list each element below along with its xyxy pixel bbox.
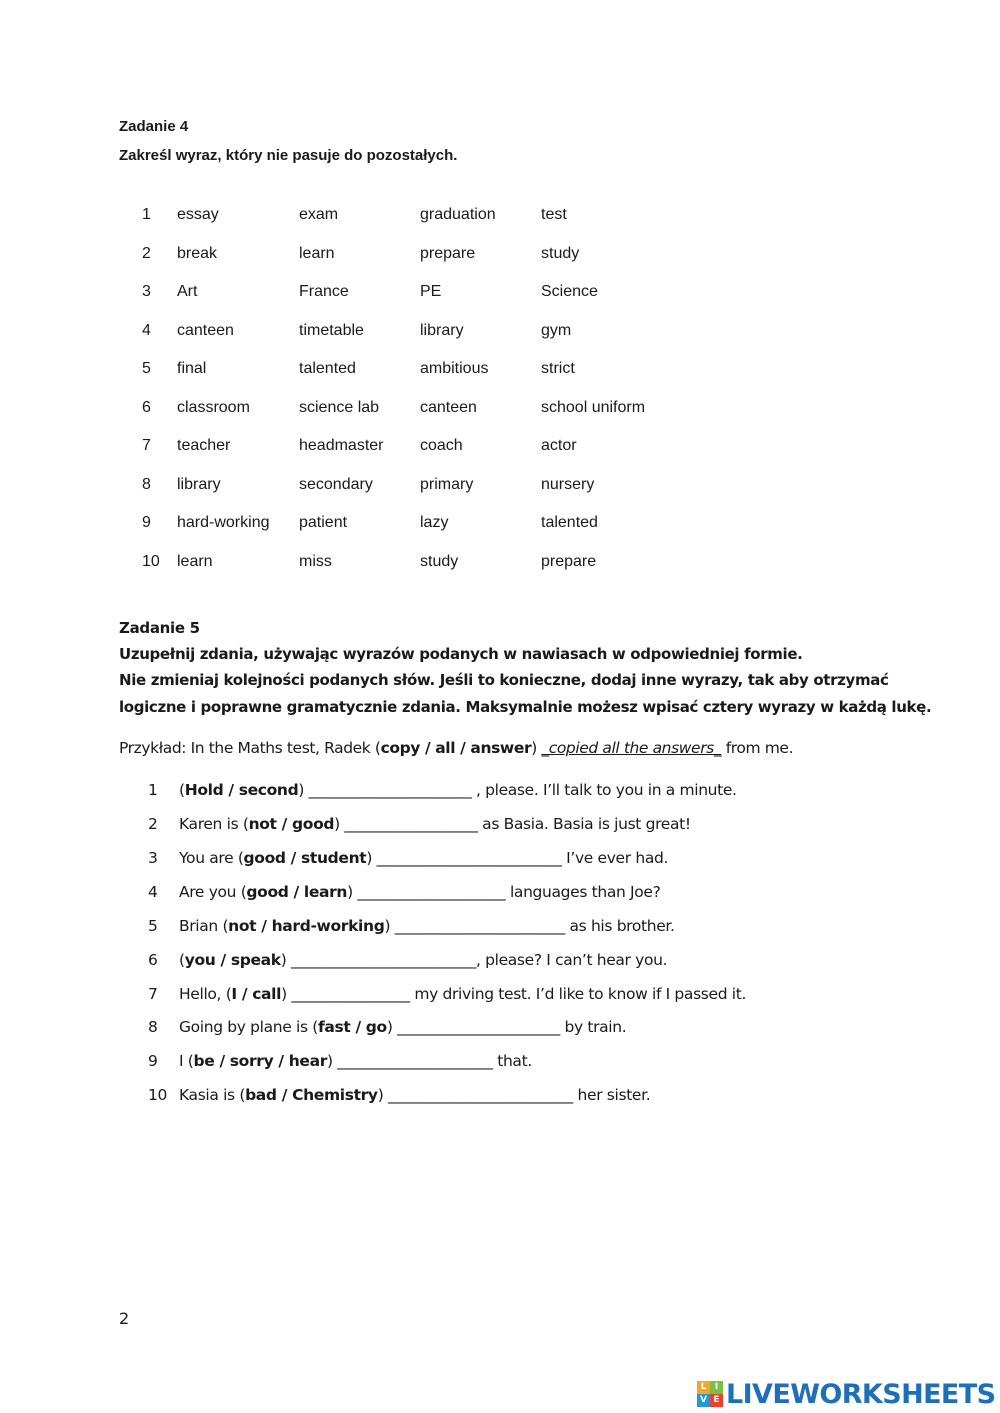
word-option[interactable]: France xyxy=(299,283,349,300)
word-option[interactable]: PE xyxy=(420,283,442,300)
sentence-text xyxy=(179,883,660,901)
word-row xyxy=(0,553,1000,577)
word-option[interactable]: ambitious xyxy=(420,360,489,377)
sentence-row xyxy=(0,985,1000,1009)
word-option[interactable]: coach xyxy=(420,437,463,454)
sentence-before: ( xyxy=(179,951,185,969)
row-number: 8 xyxy=(142,476,151,493)
row-number: 3 xyxy=(142,283,151,300)
sentence-after-with-blank[interactable]: ) _________________________ I’ve ever had. xyxy=(366,849,669,867)
row-number: 2 xyxy=(142,245,151,262)
word-option[interactable]: science lab xyxy=(299,399,380,416)
logo-icon-letter: V xyxy=(697,1394,710,1407)
prompt-words: good / student xyxy=(243,849,367,867)
sentence-before: Kasia is ( xyxy=(179,1086,246,1104)
sentence-text xyxy=(179,1018,626,1036)
word-option[interactable]: prepare xyxy=(420,245,476,262)
sentence-text xyxy=(179,951,667,969)
row-number: 5 xyxy=(142,360,151,377)
prompt-words: I / call xyxy=(231,985,282,1003)
zadanie5-instruction-line-3: logiczne i poprawne gramatycznie zdania. Maksymalnie możesz wpisać cztery wyrazy w każdą lukę. xyxy=(119,698,932,716)
sentence-before: Hello, ( xyxy=(179,985,232,1003)
word-option[interactable]: patient xyxy=(299,514,348,531)
word-option[interactable]: learn xyxy=(177,553,213,570)
sentence-text xyxy=(179,1052,532,1070)
sentence-row xyxy=(0,1086,1000,1110)
word-option[interactable]: lazy xyxy=(420,514,449,531)
sentence-number: 10 xyxy=(148,1086,168,1104)
word-option[interactable]: library xyxy=(420,322,464,339)
word-option[interactable]: headmaster xyxy=(299,437,384,454)
sentence-number: 9 xyxy=(148,1052,158,1070)
word-row xyxy=(0,283,1000,307)
row-number: 9 xyxy=(142,514,151,531)
sentence-text xyxy=(179,1086,650,1104)
word-option[interactable]: canteen xyxy=(420,399,477,416)
sentence-text xyxy=(179,815,691,833)
sentence-before: Brian ( xyxy=(179,917,229,935)
liveworksheets-logo-icon xyxy=(697,1381,723,1407)
sentence-number: 2 xyxy=(148,815,158,833)
word-option[interactable]: learn xyxy=(299,245,335,262)
example-words: copy / all / answer xyxy=(380,739,532,757)
sentence-number: 5 xyxy=(148,917,158,935)
prompt-words: good / learn xyxy=(246,883,348,901)
sentence-row xyxy=(0,951,1000,975)
word-row xyxy=(0,322,1000,346)
sentence-after-with-blank[interactable]: ) _______________________ as his brother. xyxy=(384,917,675,935)
row-number: 1 xyxy=(142,206,151,223)
zadanie4-instruction: Zakreśl wyraz, który nie pasuje do pozostałych. xyxy=(119,147,458,164)
prompt-words: Hold / second xyxy=(184,781,299,799)
sentence-before: I ( xyxy=(179,1052,194,1070)
row-number: 6 xyxy=(142,399,151,416)
word-option[interactable]: test xyxy=(541,206,567,223)
sentence-before: You are ( xyxy=(179,849,244,867)
word-row xyxy=(0,360,1000,384)
word-option[interactable]: strict xyxy=(541,360,575,377)
word-row xyxy=(0,437,1000,461)
example-prefix: Przykład: In the Maths test, Radek ( xyxy=(119,739,381,757)
zadanie5-instruction-line-2: Nie zmieniaj kolejności podanych słów. Jeśli to konieczne, dodaj inne wyrazy, tak aby otrzymać xyxy=(119,671,889,689)
word-option[interactable]: Science xyxy=(541,283,598,300)
sentence-text xyxy=(179,917,675,935)
sentence-before: Are you ( xyxy=(179,883,247,901)
sentence-text xyxy=(179,781,737,799)
word-option[interactable]: classroom xyxy=(177,399,250,416)
prompt-words: not / hard-working xyxy=(228,917,385,935)
sentence-number: 3 xyxy=(148,849,158,867)
logo-text: LIVEWORKSHEETS xyxy=(726,1378,996,1410)
word-option[interactable]: nursery xyxy=(541,476,595,493)
word-option[interactable]: talented xyxy=(541,514,598,531)
word-row xyxy=(0,399,1000,423)
row-number: 7 xyxy=(142,437,151,454)
word-option[interactable]: library xyxy=(177,476,221,493)
logo-icon-letter: I xyxy=(710,1381,723,1394)
sentence-row xyxy=(0,883,1000,907)
sentence-number: 4 xyxy=(148,883,158,901)
zadanie5-instruction-line-1: Uzupełnij zdania, używając wyrazów podanych w nawiasach w odpowiedniej formie. xyxy=(119,645,803,663)
page-number: 2 xyxy=(119,1309,130,1328)
sentence-row xyxy=(0,1018,1000,1042)
word-option[interactable]: miss xyxy=(299,553,332,570)
logo-icon-letter: L xyxy=(697,1381,710,1394)
row-number: 4 xyxy=(142,322,151,339)
word-option[interactable]: exam xyxy=(299,206,339,223)
word-option[interactable]: gym xyxy=(541,322,572,339)
word-option[interactable]: prepare xyxy=(541,553,597,570)
prompt-words: bad / Chemistry xyxy=(245,1086,378,1104)
prompt-words: you / speak xyxy=(184,951,281,969)
sentence-row xyxy=(0,1052,1000,1076)
liveworksheets-logo xyxy=(697,1378,995,1410)
zadanie4-title: Zadanie 4 xyxy=(119,118,189,135)
sentence-after-with-blank[interactable]: ) _____________________ that. xyxy=(326,1052,532,1070)
word-option[interactable]: study xyxy=(541,245,580,262)
word-row xyxy=(0,206,1000,230)
word-option[interactable]: timetable xyxy=(299,322,364,339)
sentence-number: 8 xyxy=(148,1018,158,1036)
sentence-row xyxy=(0,917,1000,941)
row-number: 10 xyxy=(142,553,160,570)
sentence-text xyxy=(179,849,668,867)
prompt-words: not / good xyxy=(248,815,335,833)
word-option[interactable]: study xyxy=(420,553,459,570)
word-option[interactable]: teacher xyxy=(177,437,231,454)
word-option[interactable]: secondary xyxy=(299,476,373,493)
sentence-after-with-blank[interactable]: ) __________________ as Basia. Basia is just great! xyxy=(334,815,691,833)
sentence-text xyxy=(179,985,746,1003)
sentence-row xyxy=(0,781,1000,805)
sentence-row xyxy=(0,849,1000,873)
sentence-after-with-blank[interactable]: ) ______________________ by train. xyxy=(386,1018,627,1036)
word-option[interactable]: Art xyxy=(177,283,198,300)
example-answer: _copied all the answers_ xyxy=(541,739,722,757)
word-row xyxy=(0,476,1000,500)
word-option[interactable]: hard-working xyxy=(177,514,270,531)
example-sentence xyxy=(119,739,793,757)
word-option[interactable]: talented xyxy=(299,360,356,377)
example-close: ) xyxy=(531,739,542,757)
sentence-after-with-blank[interactable]: ) _________________________ her sister. xyxy=(377,1086,651,1104)
sentence-before: Going by plane is ( xyxy=(179,1018,318,1036)
sentence-number: 7 xyxy=(148,985,158,1003)
sentence-number: 1 xyxy=(148,781,158,799)
zadanie5-title: Zadanie 5 xyxy=(119,619,200,637)
sentence-after-with-blank[interactable]: ) ________________ my driving test. I’d like to know if I passed it. xyxy=(281,985,747,1003)
sentence-before: ( xyxy=(179,781,185,799)
word-row xyxy=(0,514,1000,538)
sentence-before: Karen is ( xyxy=(179,815,249,833)
word-option[interactable]: final xyxy=(177,360,207,377)
sentence-after-with-blank[interactable]: ) ______________________ , please. I’ll talk to you in a minute. xyxy=(298,781,737,799)
sentence-after-with-blank[interactable]: ) _________________________, please? I can’t hear you. xyxy=(280,951,668,969)
word-option[interactable]: essay xyxy=(177,206,219,223)
sentence-number: 6 xyxy=(148,951,158,969)
sentence-after-with-blank[interactable]: ) ____________________ languages than Joe? xyxy=(347,883,661,901)
example-suffix: from me. xyxy=(721,739,794,757)
word-option[interactable]: graduation xyxy=(420,206,496,223)
logo-icon-letter: E xyxy=(710,1394,723,1407)
prompt-words: fast / go xyxy=(317,1018,387,1036)
word-option[interactable]: actor xyxy=(541,437,577,454)
word-option[interactable]: canteen xyxy=(177,322,234,339)
word-option[interactable]: break xyxy=(177,245,218,262)
word-option[interactable]: school uniform xyxy=(541,399,646,416)
word-option[interactable]: primary xyxy=(420,476,474,493)
sentence-row xyxy=(0,815,1000,839)
word-row xyxy=(0,245,1000,269)
prompt-words: be / sorry / hear xyxy=(193,1052,327,1070)
